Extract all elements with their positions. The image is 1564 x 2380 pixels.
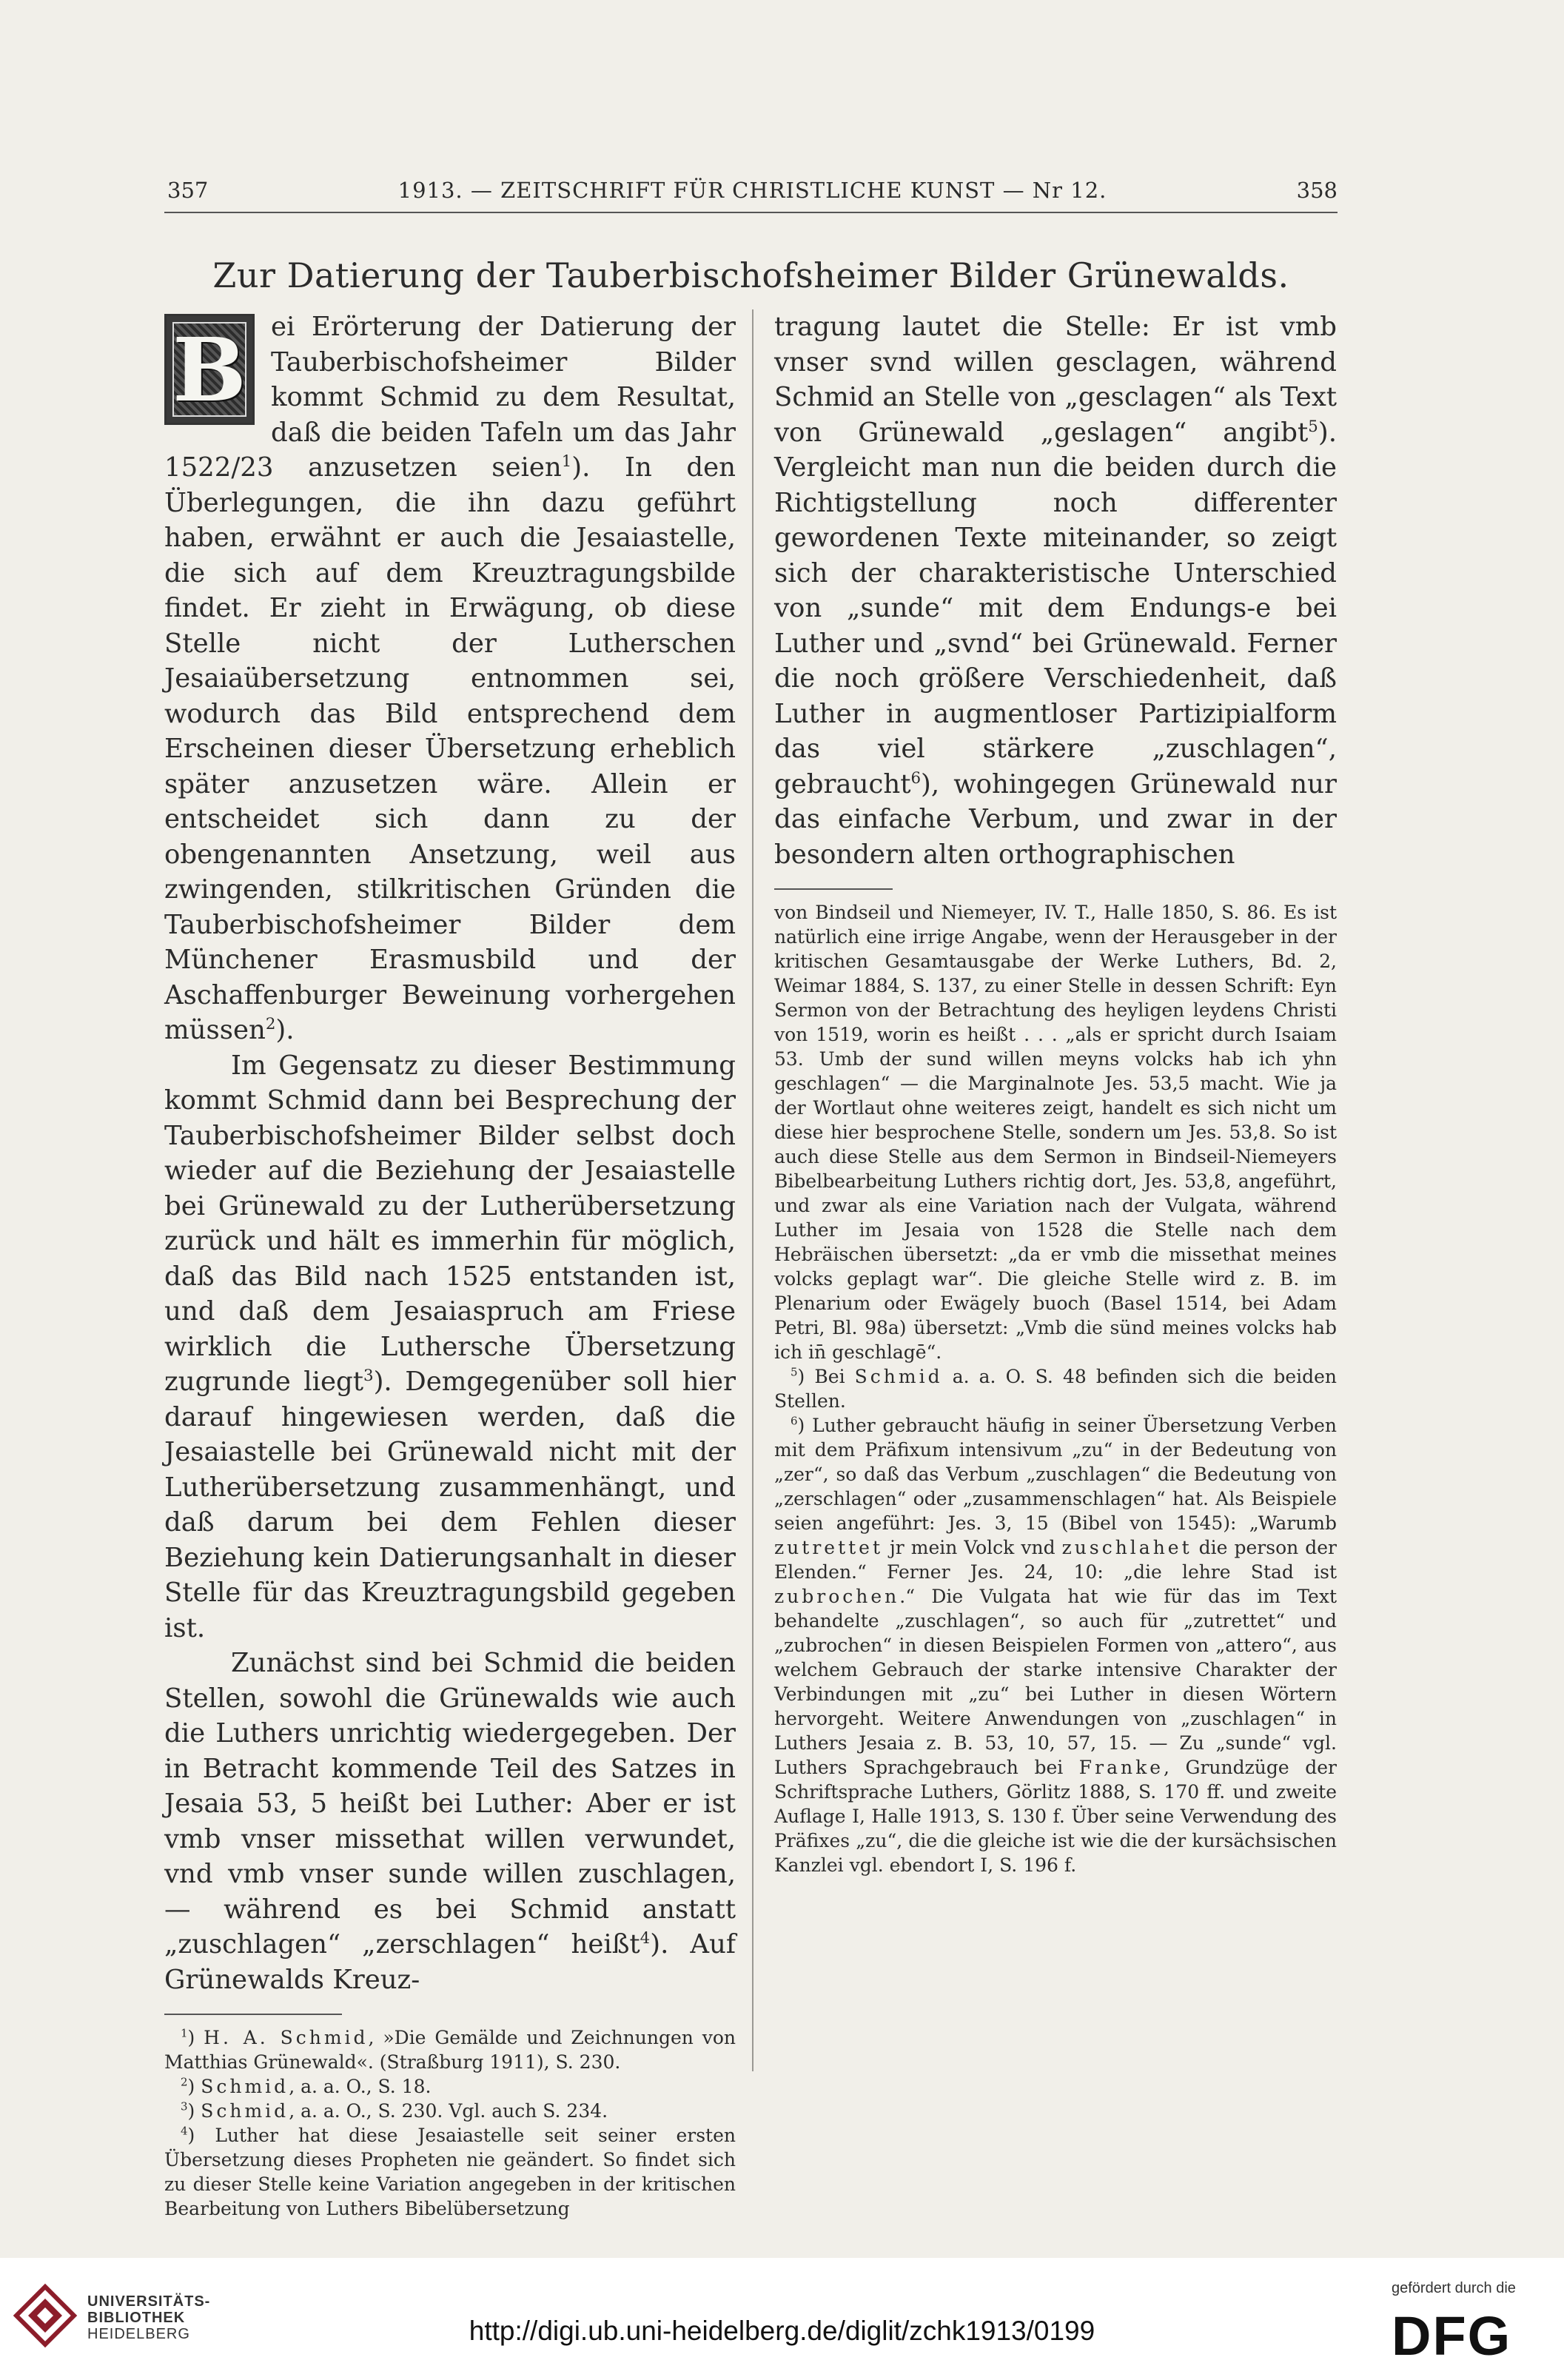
text: tragung lautet die Stelle: Er ist vmb vnser svnd willen gesclagen, während Schmid an Stelle von „gesclagen“ als Text von Grünewald „geslagen“ angibt <box>774 312 1337 448</box>
text: ). Vergleicht man nun die beiden durch die Richtigstellung noch differenter gewordenen Texte miteinander, so zeigt sich der charakteristische Unterschied von „sunde“ mit dem Endungs-e bei Luther und „svnd“ bei Grünewald. Ferner die noch größere Verschiedenheit, daß Luther in augmentloser Partizipialform das viel stärkere „zuschlagen“, gebraucht <box>774 417 1337 800</box>
text: ei Erörterung der Datierung der Tauberbischofsheimer Bilder kommt Schmid zu dem Resultat, daß die beiden Tafeln um das Jahr 1522/23 anzusetzen seien <box>164 312 736 483</box>
right-body-text <box>774 309 1337 872</box>
footnote-ref: 3 <box>363 1367 374 1386</box>
text: Luther hat diese Jesaiastelle seit seiner ersten Übersetzung dieses Propheten nie geändert. So findet sich zu dieser Stelle keine Variation angegeben in der kritischen Bearbeitung von Luthers Bibelübersetzung <box>164 2125 736 2219</box>
text: ). Demgegenüber soll hier darauf hingewiesen werden, daß die Jesaiastelle bei Grünewald nicht mit der Lutherübersetzung zusammenhängt, und daß darum bei dem Fehlen dieser Beziehung kein Datierungsanhalt in dieser Stelle für das Kreuztragungsbild gegeben ist. <box>164 1367 736 1643</box>
text: .“ Die Vulgata hat wie für das im Text behandelte „zuschlagen“, so auch für „zutrettet“ und „zubrochen“ in diesen Beispielen Formen von „attero“, aus welchem Gebrauch der starke intensive Charakter der Verbindungen mit „zu“ bei Luther in diesen Wörtern hervorgeht. Weitere Anwendungen von „zuschlagen“ in Luthers Jesaia z. B. 53, 10, 57, 15. — Zu „sunde“ vgl. Luthers Sprachgebrauch bei <box>774 1586 1337 1778</box>
text: , a. a. O., S. 18. <box>289 2076 432 2097</box>
footnote-4-continued: von Bindseil und Niemeyer, IV. T., Halle 1850, S. 86. Es ist natürlich eine irrige Angabe, wenn der Herausgeber in der kritischen Gesamtausgabe der Werke Luthers, Bd. 2, Weimar 1884, S. 137, zu einer Stelle in dessen Schrift: Eyn Sermon von der Betrachtung des heyligen leydens Christi von 1519, worin es heißt . . . „als er spricht durch Isaiam 53. Umb der sund willen meyns volcks hab ich yhn geschlagen“ — die Marginalnote Jes. 53,5 macht. Wie ja der Wortlaut ohne weiteres zeigt, handelt es sich nicht um diese hier besprochene Stelle, sondern um Jes. 53,8. So ist auch diese Stelle aus dem Sermon in Bindseil-Niemeyers Bibelbearbeitung Luthers richtig dort, Jes. 53,8, angeführt, und zwar als eine Variation nach der Vulgata, während Luther im Jesaia von 1528 die Stelle nach dem Hebräischen übersetzt: „da er vmb die missethat meines volcks geplagt war“. Die gleiche Stelle wird z. B. im Plenarium oder Ewägely buoch (Basel 1514, bei Adam Petri, Bl. 98a) übersetzt: „Vmb die sünd meines volcks hab ich in̄ geschlagē“. <box>774 902 1337 1363</box>
text: Franke <box>1078 1757 1164 1778</box>
left-body-text <box>164 309 736 1997</box>
text: ), wohingegen Grünewald nur das einfache Verbum, und zwar in der besondern alten orthographischen <box>774 768 1337 870</box>
footnote-ref: 5 <box>1308 417 1318 436</box>
footnote-3: $^3$) Schmid, a. a. O., S. 230. Vgl. auch S. 234. <box>181 2099 608 2122</box>
footnote-ref: 4 <box>640 1929 651 1948</box>
left-footnotes <box>164 2025 736 2221</box>
text: Zunächst sind bei Schmid die beiden Stellen, sowohl die Grünewalds wie auch die Luthers unrichtig wiedergegeben. Der in Betracht kommende Teil des Satzes in Jesaia 53, 5 heißt bei Luther: Aber er ist vmb vnser missethat willen verwundet, vnd vmb vnser sunde willen zuschlagen, — während es bei Schmid anstatt „zuschlagen“ „zerschlagen“ heißt <box>164 1648 736 1960</box>
text: Bei <box>814 1366 855 1387</box>
paragraph <box>164 1646 736 1997</box>
footnote-6: $^6$) Luther gebraucht häufig in seiner Übersetzung Verben mit dem Präfixum intensivum „zu“ in der Bedeutung von „zer“, so daß das Verbum „zuschlagen“ die Bedeutung von „zerschlagen“ oder „zusammenschlagen“ hat. Als Beispiele seien angeführt: Jes. 3, 15 (Bibel von 1545): „Warumb zutrettet jr mein Volck vnd zuschlahet die person der Elenden.“ Ferner Jes. 24, 10: „die lehre Stad ist zubrochen.“ Die Vulgata hat wie für das im Text behandelte „zuschlagen“, so auch für „zutrettet“ und „zubrochen“ in diesen Beispielen Formen von „attero“, aus welchem Gebrauch der starke intensive Charakter der Verbindungen mit „zu“ bei Luther in diesen Wörtern hervorgeht. Weitere Anwendungen von „zuschlagen“ in Luthers Jesaia z. B. 53, 10, 57, 15. — Zu „sunde“ vgl. Luthers Sprachgebrauch bei Franke, Grundzüge der Schriftsprache Luthers, Görlitz 1888, S. 170 ff. und zweite Auflage I, Halle 1913, S. 130 f. Über seine Verwendung des Präfixes „zu“, die die gleiche ist wie die der kursächsischen Kanzlei vgl. ebendort I, S. 196 f. <box>774 1414 1338 1876</box>
text: , a. a. O., S. 230. Vgl. auch S. 234. <box>289 2100 608 2122</box>
text: Schmid <box>854 1366 943 1387</box>
library-line: UNIVERSITÄTS- <box>87 2293 211 2310</box>
page-number-left: 357 <box>167 178 209 203</box>
text: a. a. O. S. 48 befinden sich die beiden Stellen. <box>774 1366 1338 1412</box>
text: Schmid <box>201 2076 289 2097</box>
footnote-4: $^4$) Luther hat diese Jesaiastelle seit seiner ersten Übersetzung dieses Propheten nie geändert. So findet sich zu dieser Stelle keine Variation angegeben in der kritischen Bearbeitung von Luthers Bibelübersetzung <box>164 2124 736 2219</box>
text: H. A. Schmid <box>204 2027 369 2048</box>
text: , Grundzüge der Schriftsprache Luthers, Görlitz 1888, S. 170 ff. und zweite Auflage I, Halle 1913, S. 130 f. Über seine Verwendung des Präfixes „zu“, die die gleiche ist wie die der kursächsischen Kanzlei vgl. ebendort I, S. 196 f. <box>774 1757 1337 1876</box>
dfg-logo: DFG <box>1392 2305 1512 2367</box>
funding-note: gefördert durch die <box>1392 2280 1516 2296</box>
footnote-2: $^2$) Schmid, a. a. O., S. 18. <box>181 2075 432 2097</box>
text: , »Die Gemälde und Zeichnungen von Matthias Grünewald«. (Straßburg 1911), S. 230. <box>164 2027 736 2073</box>
text: die person der Elenden.“ Ferner Jes. 24, 10: „die lehre Stad ist <box>774 1537 1337 1583</box>
ornamental-initial <box>164 314 255 425</box>
footnote-ref: 2 <box>265 1015 276 1034</box>
page-number-right: 358 <box>1296 178 1338 203</box>
text: ). Auf Grünewalds Kreuz- <box>164 1929 736 1995</box>
paragraph <box>164 1048 736 1646</box>
text: ). In den Überlegungen, die ihn dazu geführt haben, erwähnt er auch die Jesaiastelle, die sich auf dem Kreuztragungsbilde findet. Er zieht in Erwägung, ob diese Stelle nicht der Lutherschen Jesaiaübersetzung entnommen sei, wodurch das Bild entsprechend dem Erscheinen dieser Übersetzung erheblich später anzusetzen wäre. Allein er entscheidet sich dann zu der obengenannten Ansetzung, weil aus zwingenden, stilkritischen Gründen die Tauberbischofsheimer Bilder dem Münchener Erasmusbild und der Aschaffenburger Beweinung vorhergehen müssen <box>164 452 736 1045</box>
left-column <box>164 309 736 2221</box>
footnote-rule <box>164 2014 342 2015</box>
footnote-5: $^5$) Bei Schmid a. a. O. S. 48 befinden sich die beiden Stellen. <box>774 1365 1338 1412</box>
text: zubrochen <box>774 1586 900 1607</box>
text: zutrettet <box>774 1537 883 1558</box>
running-header <box>167 178 1338 215</box>
text: Luther gebraucht häufig in seiner Übersetzung Verben mit dem Präfixum intensivum „zu“ in der Bedeutung von „zer“, so daß das Verbum „zuschlagen“ die Bedeutung von „zerschlagen“ oder „zusammenschlagen“ hat. Als Beispiele seien angeführt: Jes. 3, 15 (Bibel von 1545): „Warumb <box>774 1415 1338 1534</box>
text: Im Gegensatz zu dieser Bestimmung kommt Schmid dann bei Besprechung der Tauberbischofsheimer Bilder selbst doch wieder auf die Beziehung der Jesaiastelle bei Grünewald zu der Lutherübersetzung zurück und hält es immerhin für möglich, daß das Bild nach 1525 entstanden ist, und daß dem Jesaiaspruch am Friese wirklich die Luthersche Übersetzung zugrunde liegt <box>164 1050 736 1397</box>
running-title: 1913. — ZEITSCHRIFT FÜR CHRISTLICHE KUNST — Nr 12. <box>397 178 1107 203</box>
text: zuschlahet <box>1061 1537 1192 1558</box>
paragraph <box>774 309 1337 872</box>
library-line: HEIDELBERG <box>87 2326 190 2342</box>
footnote-ref: 6 <box>910 768 922 788</box>
footnote-rule <box>774 888 893 890</box>
header-rule <box>164 212 1338 213</box>
column-divider <box>752 309 754 2071</box>
right-footnotes <box>774 900 1337 1877</box>
footnote-ref: 1 <box>561 452 572 472</box>
initial-letter: B <box>172 318 246 421</box>
library-line: BIBLIOTHEK <box>87 2310 186 2326</box>
article-title: Zur Datierung der Tauberbischofsheimer Bilder Grünewalds. <box>212 255 1289 295</box>
text: Schmid <box>201 2100 289 2122</box>
permalink[interactable]: http://digi.ub.uni-heidelberg.de/diglit/zchk1913/0199 <box>469 2316 1095 2346</box>
text: jr mein Volck vnd <box>883 1537 1062 1558</box>
right-column <box>774 309 1337 1877</box>
text: ). <box>275 1015 295 1045</box>
footnote-1: $^1$) H. A. Schmid, »Die Gemälde und Zeichnungen von Matthias Grünewald«. (Straßburg 1911), S. 230. <box>164 2026 736 2073</box>
